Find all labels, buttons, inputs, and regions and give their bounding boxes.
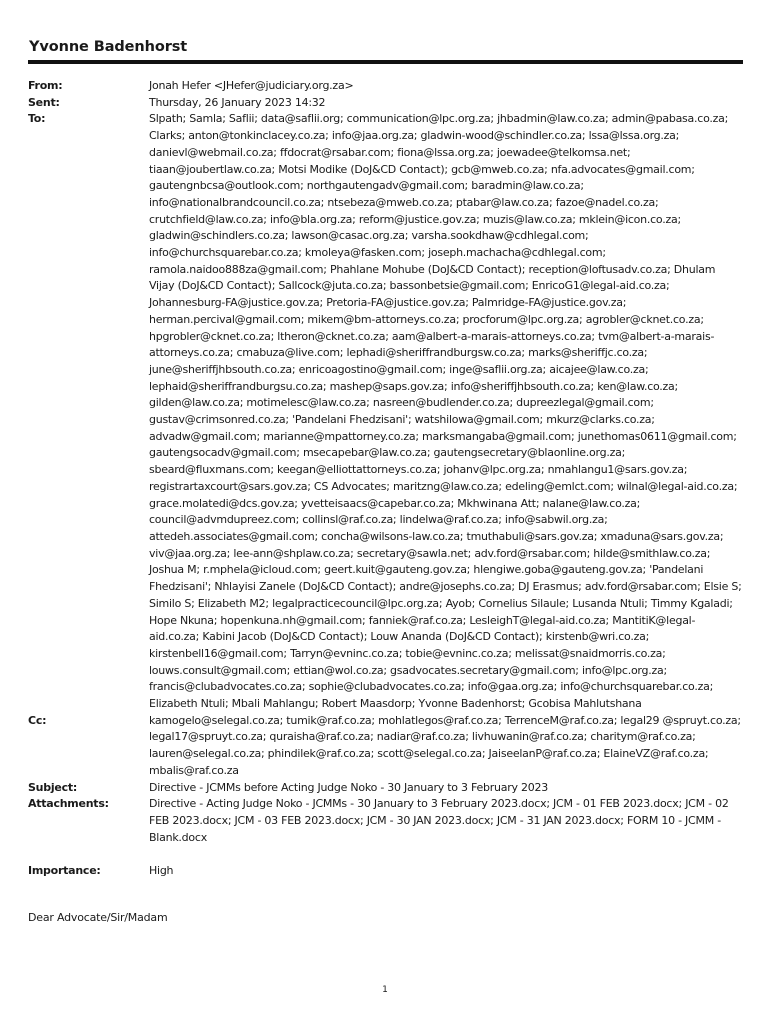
subject-value: Directive - JCMMs before Acting Judge Noko - 30 January to 3 February 2023 [149, 780, 548, 794]
sent-value: Thursday, 26 January 2023 14:32 [149, 95, 326, 109]
email-greeting: Dear Advocate/Sir/Madam [28, 911, 168, 925]
email-printout [28, 38, 744, 926]
attachments-label: Attachments: [28, 797, 109, 811]
cc-recipients: kamogelo@selegal.co.za; tumik@raf.co.za; mohlatlegos@raf.co.za; TerrenceM@raf.co.za; legal29 @spruyt.co.za; legal17@spruyt.co.za; quraisha@raf.co.za; nadiar@raf.co.za; livhuwanin@raf.co.za; charitym@raf.co.za; lauren@selegal.co.za; phindilek@raf.co.za; scott@selegal.co.za; JaiseelanP@raf.co.za; ElaineVZ@raf.co.za; mbalis@raf.co.za [149, 713, 741, 777]
sender-name-heading: Yvonne Badenhorst [29, 39, 188, 55]
importance-value: High [149, 864, 174, 878]
to-recipients: Slpath; Samla; Saflii; data@saflii.org; communication@lpc.org.za; jhbadmin@law.co.za; admin@pabasa.co.za; Clarks; anton@tonkinclacey.co.za; info@jaa.org.za; gladwin-wood@schindler.co.za; lssa@lssa.org.za; danievl@webmail.co.za; ffdocrat@rsabar.com; fiona@lssa.org.za; joewadee@telkomsa.net; tiaan@joubertlaw.co.za; Motsi Modike (DoJ&CD Contact); gcb@mweb.co.za; nfa.advocates@gmail.com; gautengnbcsa@outlook.com; northgautengadv@gmail.com; baradmin@law.co.za; info@nationalbrandcouncil.co.za; ntsebeza@mweb.co.za; ptabar@law.co.za; fazoe@nadel.co.za; crutchfield@law.co.za; info@bla.org.za; reform@justice.gov.za; muzis@law.co.za; mklein@icon.co.za; gladwin@schindlers.co.za; lawson@casac.org.za; varsha.sookdhaw@cdhlegal.com; info@churchsquarebar.co.za; kmoleya@fasken.com; joseph.machacha@cdhlegal.com; ramola.naidoo888za@gmail.com; Phahlane Mohube (DoJ&CD Contact); reception@loftusadv.co.za; Dhulam Vijay (DoJ&CD Contact); Sallcock@juta.co.za; bassonbetsie@gmail.com; EnricoG1@legal-aid.co.za; Johannesburg-FA@justice.gov.za; Pretoria-FA@justice.gov.za; Palmridge-FA@justice.gov.za; herman.percival@gmail.com; mikem@bm-attorneys.co.za; procforum@lpc.org.za; agrobler@cknet.co.za; hpgrobler@cknet.co.za; ltheron@cknet.co.za; aam@albert-a-marais-attorneys.co.za; tvm@albert-a-marais-attorneys.co.za; cmabuza@live.com; lephadi@sheriffrandburgsw.co.za; marks@sheriffjc.co.za; june@sheriffjhbsouth.co.za; enricoagostino@gmail.com; inge@saflii.org.za; aicajee@law.co.za; lephaid@sheriffrandburgsu.co.za; mashep@saps.gov.za; info@sheriffjhbsouth.co.za; ken@law.co.za; gilden@law.co.za; motimelesc@law.co.za; nasreen@budlender.co.za; dupreezlegal@gmail.com; gustav@crimsonred.co.za; 'Pandelani Fhedzisani'; watshilowa@gmail.com; mkurz@clarks.co.za; advadw@gmail.com; marianne@mpattorney.co.za; marksmangaba@gmail.com; junethomas0611@gmail.com; gautengsocadv@gmail.com; msecapebar@law.co.za; gautengsecretary@blaonline.org.za; sbeard@fluxmans.com; keegan@elliottattorneys.co.za; johanv@lpc.org.za; nmahlangu1@sars.gov.za; registrartaxcourt@sars.gov.za; CS Advocates; maritzng@law.co.za; edeling@emlct.com; wilnal@legal-aid.co.za; grace.molatedi@dcs.gov.za; yvetteisaacs@capebar.co.za; Mkhwinana Att; nalane@law.co.za; council@advmdupreez.com; collinsl@raf.co.za; lindelwa@raf.co.za; info@sabwil.org.za; attedeh.associates@gmail.com; concha@wilsons-law.co.za; tmuthabuli@sars.gov.za; xmaduna@sars.gov.za; viv@jaa.org.za; lee-ann@shplaw.co.za; secretary@sawla.net; adv.ford@rsabar.com; hilde@smithlaw.co.za; Joshua M; r.mphela@icloud.com; geert.kuit@gauteng.gov.za; hlengiwe.goba@gauteng.gov.za; 'Pandelani Fhedzisani'; Nhlayisi Zanele (DoJ&CD Contact); andre@josephs.co.za; DJ Erasmus; adv.ford@rsabar.com; Elsie S; Similo S; Elizabeth M2; legalpracticecouncil@lpc.org.za; Ayob; Cornelius Silaule; Lusanda Ntuli; Timmy Kgaladi; Hope Nkuna; hopenkuna.nh@gmail.com; fanniek@raf.co.za; LesleighT@legal-aid.co.za; MantitiK@legal-aid.co.za; Kabini Jacob (DoJ&CD Contact); Louw Ananda (DoJ&CD Contact); kirstenb@wri.co.za; kirstenbell16@gmail.com; Tarryn@evninc.co.za; tobie@evninc.co.za; melissat@snaidmorris.co.za; louws.consult@gmail.com; ettian@wol.co.za; gsadvocates.secretary@gmail.com; info@lpc.org.za; francis@clubadvocates.co.za; sophie@clubadvocates.co.za; info@gaa.org.za; info@churchsquarebar.co.za; Elizabeth Ntuli; Mbali Mahlangu; Robert Maasdorp; Yvonne Badenhorst; Gcobisa Mahlutshana [149, 112, 742, 711]
header-spacer [149, 846, 743, 863]
sent-label: Sent: [28, 95, 60, 109]
subject-label: Subject: [28, 780, 78, 794]
email-header-table [28, 78, 744, 880]
importance-label: Importance: [28, 864, 101, 878]
page-number: 1 [382, 985, 388, 995]
cc-label: Cc: [28, 713, 47, 727]
header-spacer [28, 846, 149, 863]
heading-divider [28, 60, 743, 64]
to-label: To: [28, 112, 46, 126]
from-value: Jonah Hefer <JHefer@judiciary.org.za> [149, 79, 354, 92]
from-label: From: [28, 79, 63, 92]
attachments-value: Directive - Acting Judge Noko - JCMMs - 30 January to 3 February 2023.docx; JCM - 01 FEB 2023.docx; JCM - 02 FEB 2023.docx; JCM - 03 FEB 2023.docx; JCM - 30 JAN 2023.docx; JCM - 31 JAN 2023.docx; FORM 10 - JCMM - Blank.docx [149, 797, 729, 844]
